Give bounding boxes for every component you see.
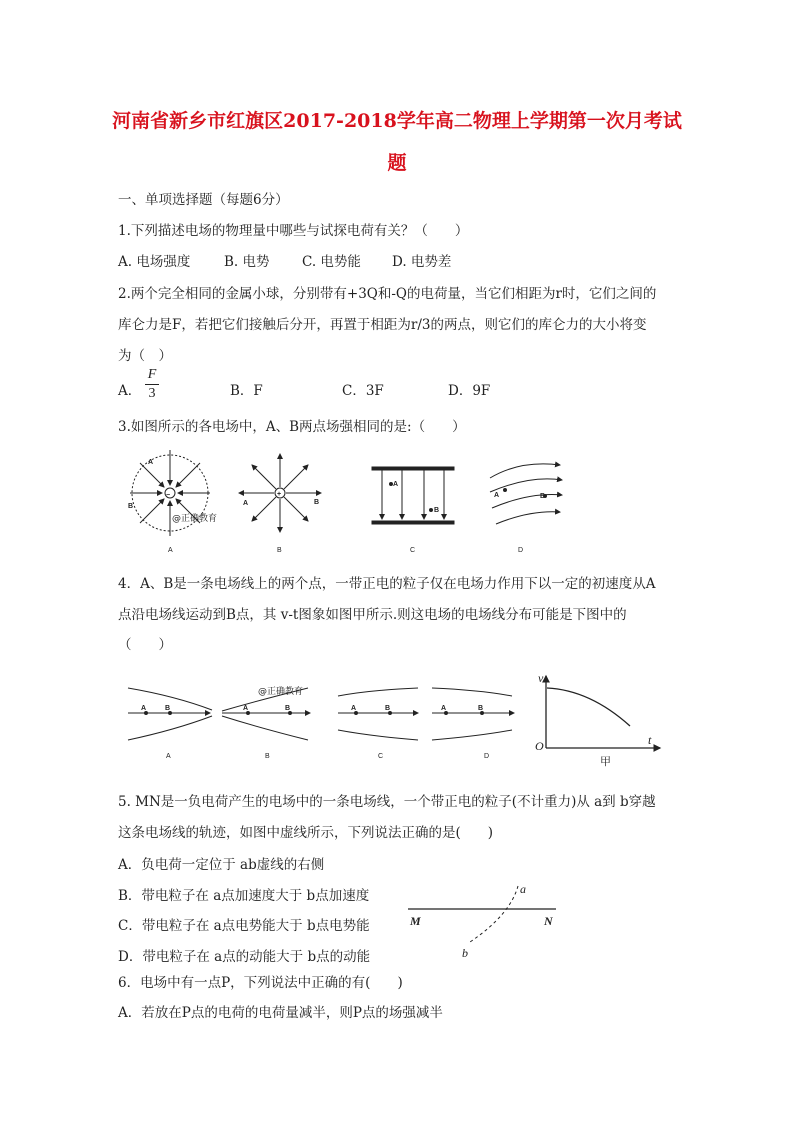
q3-caption-c: C: [410, 547, 416, 554]
q4-stem-line2: 点沿电场线运动到B点，其 v-t图象如图甲所示.则这电场的电场线分布可能是下图中的: [118, 607, 627, 623]
graph-origin-label: O: [535, 739, 544, 753]
q1-option-c: C. 电势能: [302, 254, 361, 270]
q4-figure-d: [432, 688, 514, 740]
q2-option-a-prefix: A．: [118, 383, 142, 399]
q2-stem-line1: 2.两个完全相同的金属小球，分别带有+3Q和-Q的电荷量，当它们相距为r时，它们之间的: [118, 286, 657, 302]
watermark: @正确教育: [172, 514, 218, 524]
q2-option-c: C．3F: [342, 383, 384, 399]
q2-stem-line2: 库仑力是F，若把它们接触后分开，再置于相距为r/3的两点，则它们的库仑力的大小将变: [118, 317, 647, 333]
q5-option-d: D．带电粒子在 a点的动能大于 b点的动能: [118, 949, 371, 965]
point-b-label: B: [128, 503, 134, 510]
vt-graph: [546, 676, 660, 748]
q5-option-a: A．负电荷一定位于 ab虚线的右侧: [118, 857, 325, 873]
q2-stem-line3: 为（ ）: [118, 348, 172, 364]
top-plate: [372, 467, 454, 470]
watermark: @正确教育: [258, 687, 304, 697]
point-a-label: A: [148, 459, 154, 466]
fraction-denominator: 3: [148, 386, 156, 401]
q4-caption-b: B: [265, 753, 270, 760]
label-b: b: [462, 946, 468, 960]
q4-caption-a: A: [166, 753, 171, 760]
q5-option-c: C．带电粒子在 a点电势能大于 b点电势能: [118, 918, 370, 934]
q4-figure-a: [128, 688, 212, 740]
q6-stem: 6．电场中有一点P，下列说法中正确的有( ): [118, 975, 403, 991]
q1-option-d: D. 电势差: [392, 254, 452, 270]
point-b-label: B: [314, 499, 320, 506]
point-b-label: B: [385, 705, 391, 712]
bottom-plate: [372, 521, 454, 524]
q2-option-b: B．F: [230, 383, 263, 399]
graph-t-label: t: [648, 733, 652, 747]
q3-figure-c: [372, 467, 454, 524]
q4-stem-line1: 4．A、B是一条电场线上的两个点，一带正电的粒子仅在电场力作用下以一定的初速度从A: [118, 576, 656, 592]
point-a-label: A: [393, 481, 399, 488]
q4-caption-d: D: [484, 753, 490, 760]
q1-option-b: B. 电势: [224, 254, 270, 270]
q3-figure-d: [490, 464, 562, 524]
point-b-label: B: [540, 493, 546, 500]
vt-curve: [547, 688, 630, 726]
q6-option-a: A．若放在P点的电荷的电荷量减半，则P点的场强减半: [118, 1005, 443, 1021]
q5-figure: [408, 886, 556, 942]
q1-stem: 1.下列描述电场的物理量中哪些与试探电荷有关？（ ）: [118, 223, 469, 239]
graph-v-label: v: [538, 671, 544, 685]
charge-plus-sign: +: [277, 491, 282, 498]
point-a-label: A: [141, 705, 147, 712]
point-a-label: A: [243, 500, 249, 507]
q4-figure-c: [338, 688, 418, 740]
point-b-label: B: [478, 705, 484, 712]
q3-caption-d: D: [518, 547, 524, 554]
point-a-label: A: [351, 705, 357, 712]
q5-stem-line1: 5. MN是一负电荷产生的电场中的一条电场线，一个带正电的粒子(不计重力)从 a到 b穿越: [118, 794, 656, 810]
point-a-label: A: [441, 705, 447, 712]
q5-option-b: B．带电粒子在 a点加速度大于 b点加速度: [118, 888, 370, 904]
trajectory-ab: [470, 886, 518, 942]
point-b-label: B: [165, 705, 171, 712]
q1-option-a: A. 电场强度: [118, 254, 191, 270]
q3-caption-b: B: [277, 547, 282, 554]
section-heading: 一、单项选择题（每题6分）: [118, 192, 289, 208]
label-n: N: [544, 914, 553, 928]
fraction-numerator: F: [147, 367, 157, 382]
label-m: M: [410, 914, 421, 928]
point-b-label: B: [285, 705, 291, 712]
document-title-line1: 河南省新乡市红旗区2017-2018学年高二物理上学期第一次月考试: [112, 110, 682, 132]
q5-stem-line2: 这条电场线的轨迹，如图中虚线所示，下列说法正确的是( ): [118, 825, 494, 841]
document-title-line2: 题: [387, 152, 407, 174]
point-a-label: A: [494, 492, 500, 499]
charge-minus-sign: −: [166, 492, 171, 499]
point-b-label: B: [434, 507, 440, 514]
point-a-label: A: [243, 705, 249, 712]
graph-caption: 甲: [600, 755, 611, 768]
q4-caption-c: C: [378, 753, 384, 760]
q2-option-d: D．9F: [448, 383, 491, 399]
q3-caption-a: A: [168, 547, 173, 554]
q3-stem: 3.如图所示的各电场中，A、B两点场强相同的是:（ ）: [118, 419, 466, 435]
q4-stem-line3: （ ）: [118, 637, 172, 653]
label-a: a: [520, 882, 526, 896]
